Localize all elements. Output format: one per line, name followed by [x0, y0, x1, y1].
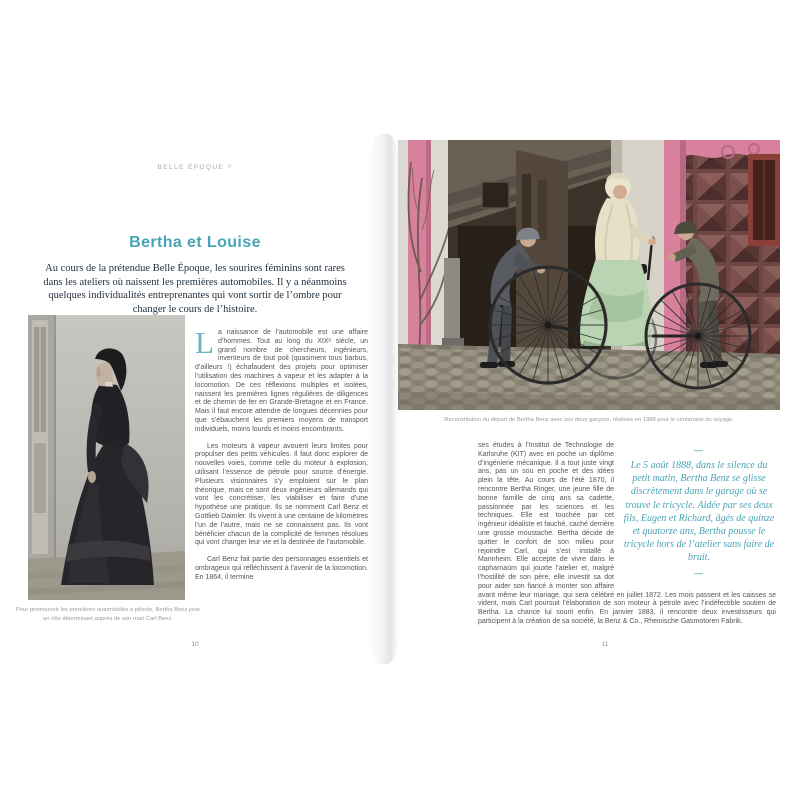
photo-caption: Reconstitution du départ de Bertha Benz avec ses deux garçons, réalisée en 1988 pour le centenaire du voyage. [444, 417, 734, 423]
pull-quote [622, 446, 776, 578]
right-body-column [478, 442, 776, 635]
page-number-right: 11 [601, 641, 609, 648]
motorwagen-photo [398, 140, 780, 410]
paragraph-1 [195, 325, 368, 435]
quote-dash-bottom: — [694, 567, 704, 578]
rear-wheel [646, 284, 750, 388]
portrait-caption: Pour promouvoir les premières automobiles à pétrole, Bertha Benz joue un rôle déterminant auprès de son mari Carl Benz. [16, 607, 200, 622]
page-number-left: 10 [191, 641, 199, 648]
page-gutter-shadow [368, 134, 400, 664]
chapter-title: Bertha et Louise [129, 234, 261, 251]
paragraph-3: Carl Benz fait partie des personnages essentiels et ombrageux qui réfléchissent à l’avenir de la locomotion. En 1864, il termine [195, 556, 368, 581]
bertha-portrait-photo [28, 315, 185, 600]
motorwagen-photo-illustration [398, 140, 780, 410]
paragraph-1-text: a naissance de l’automobile est une affaire d’hommes. Tout au long du XIXᵉ siècle, un grand nombre de chercheurs, ingénieurs, inventeurs de tout poil (quasiment tous barbus, d’ailleurs !) échafaudent des projets pour optimiser l’utilisation des machines à vapeur et les adapter à la locomotion. De ces réflexions multiples et isolées, naissent les premières lignes régulières de diligences et de chemin de fer en Grande-Bretagne et en France. Mais il faut encore attendre de longues décennies pour que s’ébauchent les premiers moyens de transport individuels, moins lourds et moins encombrants. [195, 329, 368, 433]
running-header: BELLE ÉPOQUE ? [157, 164, 233, 171]
paragraph-2: Les moteurs à vapeur avouent leurs limites pour propulser des petits véhicules. Il faut donc explorer de nouvelles voies, comme celle du moteur à explosion, utilisant l’essence de pétrole pour source d’énergie. Plusieurs visionnaires s’y emploient sur le plan théorique, mais ce sont deux ingénieurs allemands qui vont les concrétiser, les viabiliser et faire d’une hypothèse une pratique. Ils se nomment Carl Benz et Gottlieb Daimler. Ils vivent à une centaine de kilomètres l’un de l’autre, mais ne se connaissent pas. Ils vont bénéficier chacun de la complicité de femmes résolues qui vont changer leur vie et la destinée de l’automobile. [195, 442, 368, 547]
quote-dash-top: — [694, 445, 704, 455]
chapter-intro: Au cours de la prétendue Belle Époque, les sourires féminins sont rares dans les ateliers où naissent les premières automobiles. Il y a néanmoins quelques individualités entreprenantes qui vont sortir de l’ombre pour changer le cours de l’histoire. [43, 263, 347, 315]
front-wheel [490, 267, 606, 383]
drop-cap: L [195, 325, 214, 360]
right-body-text: ses études à l’Institut de Technologie de Karlsruhe (KIT) avec en poche un diplôme d’ingénierie mécanique. Il a tout juste vingt ans, pas un sou en poche et des idées plein la tête. Au cours de l’été 1870, il rencontre Bertha Ringer, une jeune fille de bonne famille de cinq ans sa cadette, passionnée par les sciences et les techniques. Elle est touchée par cet ingénieur idéaliste et fauché, caché derrière une grosse moustache. Bertha décide de quitter le confort de son milieu pour rejoindre Carl, qui s’est installé à Mannheim. Elle accepte de vivre dans le capharnaüm qui jouxte l’atelier et, malgré l’hostilité de son père, elle investit sa dot pour aider son fiancé à monter son affaire avant même leur mariage, qui sera célébré en juillet 1872. Les mois passent et les caisses se vident, mais Carl poursuit l’élaboration de son moteur à pétrole avec l’indéfectible soutien de Bertha. La chance lui sourit enfin. En janvier 1883, il rencontre deux investisseurs qui participent à la création de sa société, la Benz & Co., Rheinische Gasmotoren Fabrik. [478, 442, 776, 625]
left-body-column [195, 325, 368, 591]
bertha-portrait-illustration [28, 315, 185, 600]
pull-quote-text: Le 5 août 1888, dans le silence du petit matin, Bertha Benz se glisse discrètement dans le garage où se trouve le tricycle. Aidée par ses deux fils, Eugen et Richard, âgés de quinze et quatorze ans, Bertha pousse le tricycle hors de l’atelier sans faire de bruit. [623, 460, 775, 564]
